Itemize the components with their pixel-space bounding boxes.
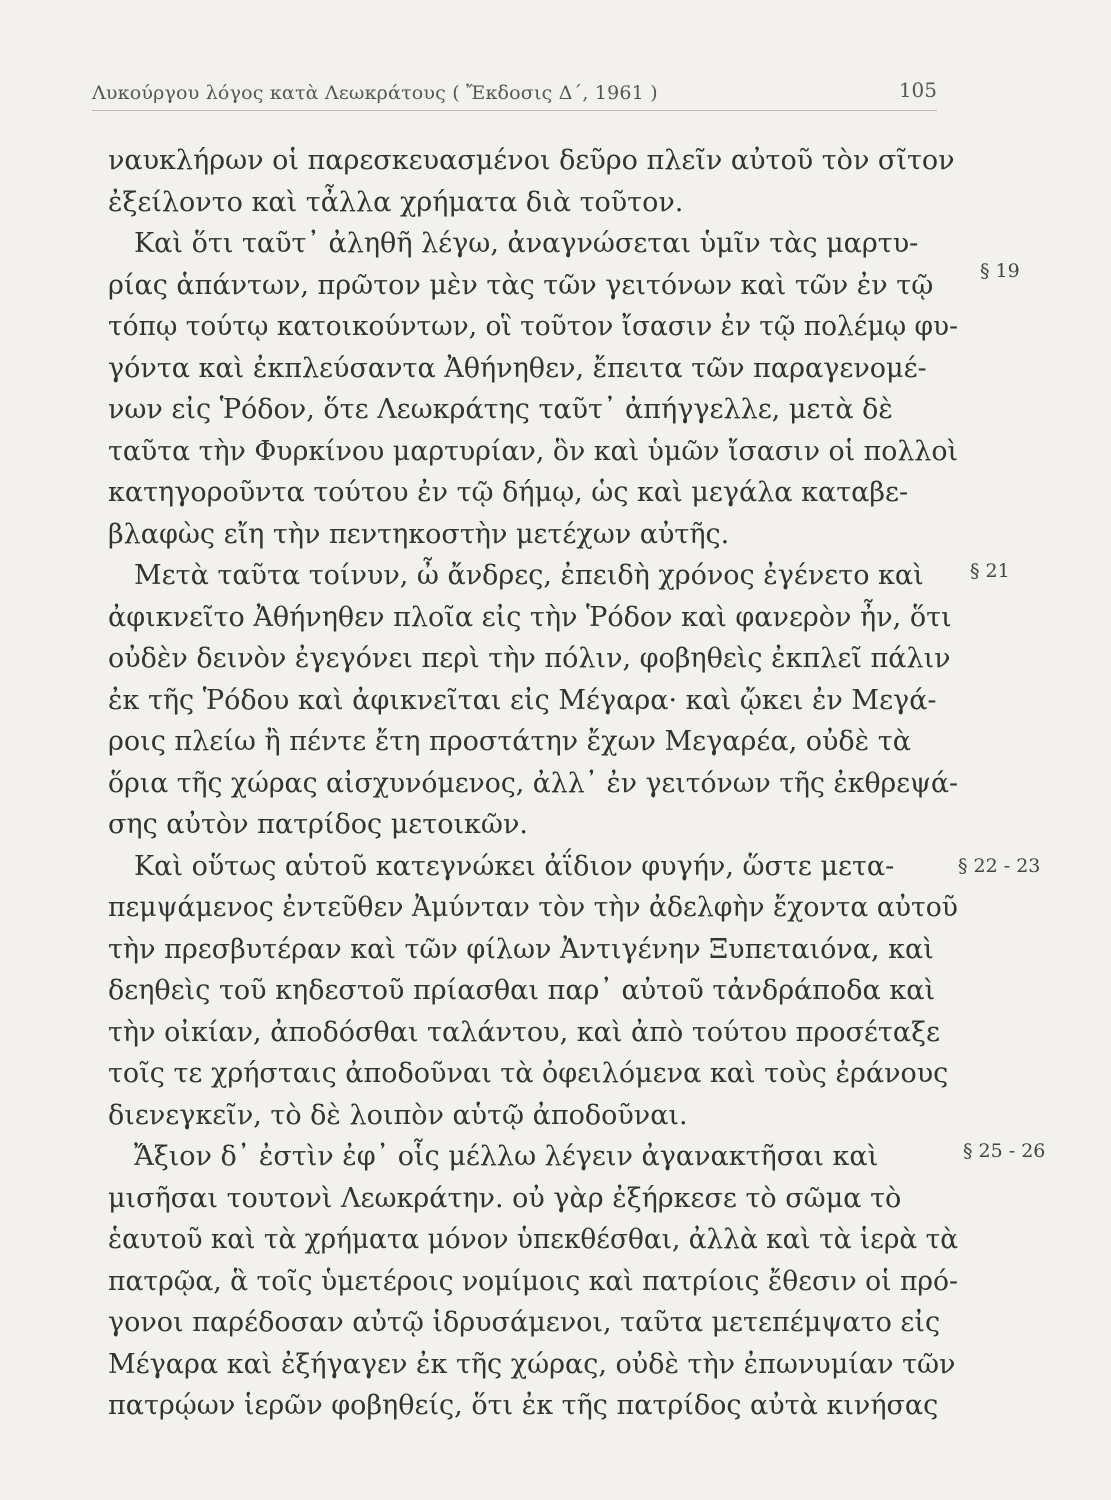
text-line [108,1136,968,1178]
text-line [108,472,968,514]
text-line-content: μισῆσαι τουτονὶ Λεωκράτην. οὐ γὰρ ἐξήρκεσε τὸ σῶμα τὸ [108,1182,902,1214]
text-line-content: Ἄξιον δ᾽ ἐστὶν ἐφ᾽ οἷς μέλλω λέγειν ἀγανακτῆσαι καὶ [134,1141,879,1172]
text-line-content: ἀφικνεῖτο Ἀθήνηθεν πλοῖα εἰς τὴν Ῥόδον καὶ φανερὸν ἦν, ὅτι [108,601,952,633]
text-line [108,1302,968,1344]
text-line [108,970,968,1012]
running-title: Λυκούργου λόγος κατὰ Λεωκράτους ( Ἔκδοσις Δ΄, 1961 ) [92,82,658,104]
text-line [108,514,968,556]
text-line-content: βλαφὼς εἴη τὴν πεντηκοστὴν μετέχων αὐτῆς. [108,518,730,550]
text-line-content: Μέγαρα καὶ ἐξήγαγεν ἐκ τῆς χώρας, οὐδὲ τὴν ἐπωνυμίαν τῶν [108,1348,956,1380]
text-line-content: ταῦτα τὴν Φυρκίνου μαρτυρίαν, ὃν καὶ ὑμῶν ἴσασιν οἱ πολλοὶ [108,435,958,467]
text-line [108,846,968,888]
text-line-content: πατρῴων ἱερῶν φοβηθείς, ὅτι ἐκ τῆς πατρίδος αὐτὰ κινήσας [108,1390,939,1421]
text-line [108,431,968,473]
text-line [108,721,968,763]
text-line [108,680,968,722]
text-line-content: πεμψάμενος ἐντεῦθεν Ἀμύνταν τὸν τὴν ἀδελφὴν ἔχοντα αὐτοῦ [108,892,958,923]
text-line-content: τοῖς τε χρήσταις ἀποδοῦναι τὰ ὀφειλόμενα καὶ τοὺς ἐράνους [108,1058,949,1089]
text-line [108,763,968,805]
text-line-content: γονοι παρέδοσαν αὐτῷ ἱδρυσάμενοι, ταῦτα μετεπέμψατο εἰς [108,1307,941,1338]
text-line [108,306,968,348]
text-line [108,1053,968,1095]
text-line [108,1344,968,1386]
text-line [108,555,968,597]
margin-ref-19: § 19 [980,260,1020,282]
text-line-content: τόπῳ τούτῳ κατοικούντων, οἳ τοῦτον ἴσασιν ἐν τῷ πολέμῳ φυ- [108,311,958,342]
text-line-content: σης αὐτὸν πατρίδος μετοικῶν. [108,809,528,840]
text-line [108,1095,968,1137]
margin-ref-21: § 21 [970,560,1010,582]
text-line [108,1261,968,1303]
text-line-content: διενεγκεῖν, τὸ δὲ λοιπὸν αὑτῷ ἀποδοῦναι. [108,1099,688,1131]
text-line-content: Καὶ οὕτως αὑτοῦ κατεγνώκει ἀΐδιον φυγήν, ὥστε μετα- [134,850,895,882]
text-line [108,1012,968,1054]
text-line [108,182,968,224]
text-line-content: ρίας ἁπάντων, πρῶτον μὲν τὰς τῶν γειτόνων καὶ τῶν ἐν τῷ [108,269,934,301]
text-line [108,348,968,390]
text-body [108,140,968,1427]
margin-ref-25-26: § 25 - 26 [963,1140,1046,1162]
text-line [108,265,968,307]
page-number: 105 [898,78,937,102]
text-line-content: γόντα καὶ ἐκπλεύσαντα Ἀθήνηθεν, ἔπειτα τῶν παραγενομέ- [108,352,927,384]
text-line-content: ναυκλήρων οἱ παρεσκευασμένοι δεῦρο πλεῖν αὐτοῦ τὸν σῖτον [108,145,955,176]
text-line [108,389,968,431]
text-line [108,1385,968,1427]
margin-ref-22-23: § 22 - 23 [958,855,1041,877]
text-line [108,1178,968,1220]
text-line-content: ὅρια τῆς χώρας αἰσχυνόμενος, ἀλλ᾽ ἐν γειτόνων τῆς ἐκθρεψά- [108,767,958,799]
text-line [108,140,968,182]
text-line-content: νων εἰς Ῥόδον, ὅτε Λεωκράτης ταῦτ᾽ ἀπήγγελλε, μετὰ δὲ [108,394,893,425]
text-line-content: ἐκ τῆς Ῥόδου καὶ ἀφικνεῖται εἰς Μέγαρα· καὶ ᾤκει ἐν Μεγά- [108,684,937,716]
text-line-content: δεηθεὶς τοῦ κηδεστοῦ πρίασθαι παρ᾽ αὐτοῦ τἀνδράποδα καὶ [108,975,936,1006]
text-line-content: τὴν οἰκίαν, ἀποδόσθαι ταλάντου, καὶ ἀπὸ τούτου προσέταξε [108,1016,940,1048]
text-line [108,638,968,680]
text-line [108,804,968,846]
text-line [108,929,968,971]
text-line [108,1219,968,1261]
text-line-content: κατηγοροῦντα τούτου ἐν τῷ δήμῳ, ὡς καὶ μεγάλα καταβε- [108,477,909,508]
text-line-content: Καὶ ὅτι ταῦτ᾽ ἀληθῆ λέγω, ἀναγνώσεται ὑμῖν τὰς μαρτυ- [134,228,919,259]
text-line-content: οὐδὲν δεινὸν ἐγεγόνει περὶ τὴν πόλιν, φοβηθεὶς ἐκπλεῖ πάλιν [108,643,951,674]
text-line [108,887,968,929]
text-line-content: πατρῷα, ἃ τοῖς ὑμετέροις νομίμοις καὶ πατρίοις ἔθεσιν οἱ πρό- [108,1265,958,1297]
text-line-content: τὴν πρεσβυτέραν καὶ τῶν φίλων Ἀντιγένην Ξυπεταιόνα, καὶ [108,933,934,965]
running-header [92,78,937,111]
text-line [108,223,968,265]
text-line-content: ἑαυτοῦ καὶ τὰ χρήματα μόνον ὑπεκθέσθαι, ἀλλὰ καὶ τὰ ἱερὰ τὰ [108,1224,958,1255]
text-line-content: ἐξείλοντο καὶ τἆλλα χρήματα διὰ τοῦτον. [108,186,684,218]
text-line-content: Μετὰ ταῦτα τοίνυν, ὦ ἄνδρες, ἐπειδὴ χρόνος ἐγένετο καὶ [134,560,924,591]
text-line-content: ροις πλείω ἢ πέντε ἔτη προστάτην ἔχων Μεγαρέα, οὐδὲ τὰ [108,726,911,757]
text-line [108,597,968,639]
